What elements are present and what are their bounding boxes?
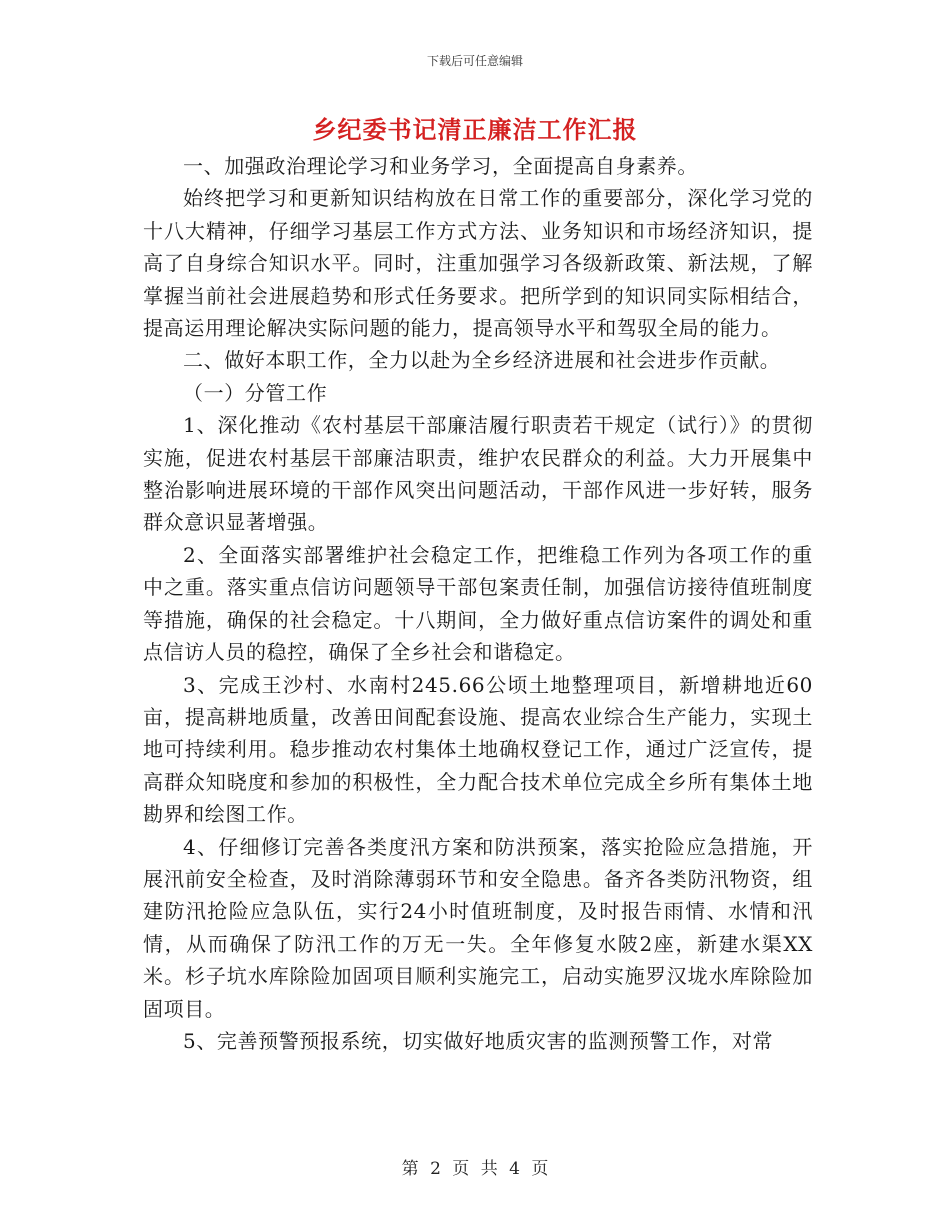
body-paragraph: 3、完成王沙村、水南村245.66公顷土地整理项目，新增耕地近60亩，提高耕地质量，改善田间配套设施、提高农业综合生产能力，实现土地可持续利用。稳步推动农村集体土地确权登记工作，通过广泛宣传，提高群众知晓度和参加的积极性，全力配合技术单位完成全乡所有集体土地勘界和绘图工作。 (143, 672, 813, 827)
body-paragraph: 1、深化推动《农村基层干部廉洁履行职责若干规定（试行）》的贯彻实施，促进农村基层干部廉洁职责，维护农民群众的利益。大力开展集中整治影响进展环境的干部作风突出问题活动，干部作风进一步好转，服务群众意识显著增强。 (143, 413, 813, 535)
section-heading-1: 一、加强政治理论学习和业务学习，全面提高自身素养。 (183, 154, 698, 178)
page-footer: 第 2 页 共 4 页 (401, 1159, 549, 1179)
body-paragraph: 5、完善预警预报系统，切实做好地质灾害的监测预警工作，对常 (183, 1028, 774, 1053)
body-paragraph: 2、全面落实部署维护社会稳定工作，把维稳工作列为各项工作的重中之重。落实重点信访问题领导干部包案责任制，加强信访接待值班制度等措施，确保的社会稳定。十八期间，全力做好重点信访案件的调处和重点信访人员的稳控，确保了全乡社会和谐稳定。 (143, 542, 813, 665)
subsection-heading: （一）分管工作 (183, 380, 328, 405)
page-header: 下载后可任意编辑 (426, 54, 523, 68)
section-heading-2: 二、做好本职工作，全力以赴为全乡经济进展和社会进步作贡献。 (183, 348, 781, 373)
document-body (143, 150, 813, 1057)
document-title: 乡纪委书记清正廉洁工作汇报 (312, 115, 638, 144)
body-paragraph: 4、仔细修订完善各类度汛方案和防洪预案，落实抢险应急措施，开展汛前安全检查，及时消除薄弱环节和安全隐患。备齐各类防汛物资，组建防汛抢险应急队伍，实行24小时值班制度，及时报告雨情、水情和汛情，从而确保了防汛工作的万无一失。全年修复水陂2座，新建水渠XX米。杉子坑水库除险加固项目顺利实施完工，启动实施罗汉垅水库除险加固项目。 (143, 834, 813, 1021)
body-paragraph: 始终把学习和更新知识结构放在日常工作的重要部分，深化学习党的十八大精神，仔细学习基层工作方式方法、业务知识和市场经济知识，提高了自身综合知识水平。同时，注重加强学习各级新政策、新法规，了解掌握当前社会进展趋势和形式任务要求。把所学到的知识同实际相结合，提高运用理论解决实际问题的能力，提高领导水平和驾驭全局的能力。 (143, 186, 813, 341)
